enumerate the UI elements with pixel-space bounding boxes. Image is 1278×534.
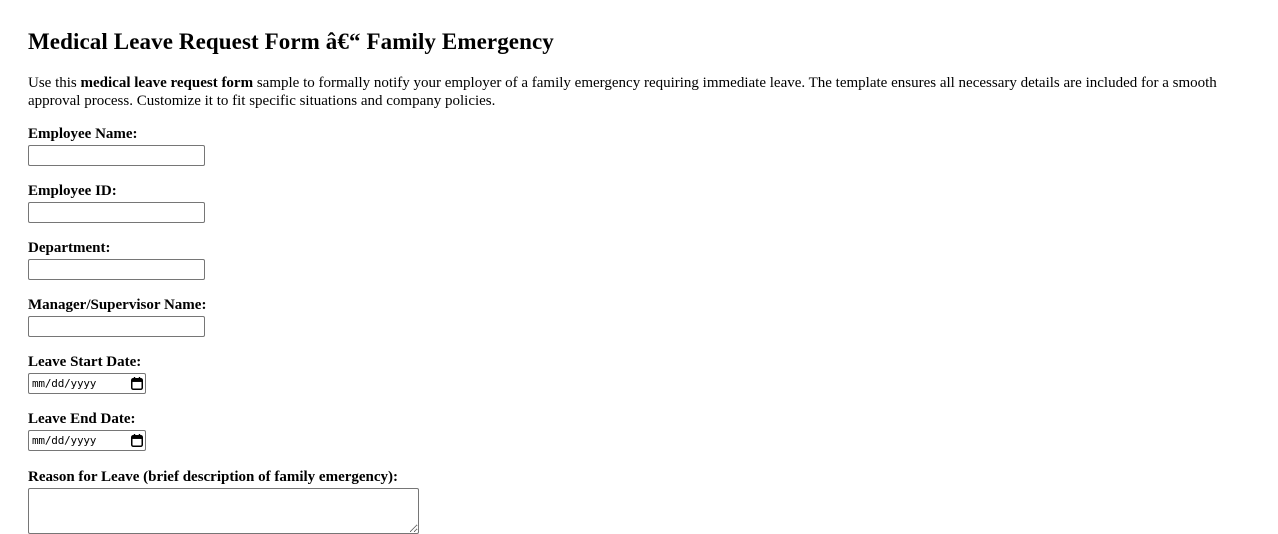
leave-start-field-group	[28, 354, 1250, 394]
leave-start-date-input[interactable]	[28, 373, 146, 394]
reason-textarea[interactable]	[28, 488, 419, 534]
employee-id-label: Employee ID:	[28, 183, 117, 199]
calendar-icon[interactable]	[130, 377, 144, 391]
reason-field-group	[28, 469, 1250, 534]
employee-id-field-group	[28, 183, 1250, 223]
employee-name-input[interactable]	[28, 145, 205, 166]
leave-end-label: Leave End Date:	[28, 411, 136, 427]
leave-end-date-placeholder: mm/dd/yyyy	[32, 434, 97, 447]
leave-end-date-input[interactable]	[28, 430, 146, 451]
manager-name-label: Manager/Supervisor Name:	[28, 297, 207, 313]
intro-suffix: sample to formally notify your employer of a family emergency requiring immediate leave. The template ensures all necessary details are included for a smooth approval process. Customize it to fit specific situations and company policies.	[28, 75, 1217, 109]
intro-prefix: Use this	[28, 75, 81, 91]
leave-start-label: Leave Start Date:	[28, 354, 142, 370]
intro-bold-text: medical leave request form	[80, 75, 254, 91]
reason-label: Reason for Leave (brief description of family emergency):	[28, 469, 399, 485]
calendar-icon[interactable]	[130, 434, 144, 448]
department-input[interactable]	[28, 259, 205, 280]
leave-start-date-placeholder: mm/dd/yyyy	[32, 377, 97, 390]
leave-end-field-group	[28, 411, 1250, 451]
department-label: Department:	[28, 240, 111, 256]
intro-paragraph	[28, 74, 1253, 110]
department-field-group	[28, 240, 1250, 280]
employee-id-input[interactable]	[28, 202, 205, 223]
employee-name-field-group	[28, 126, 1250, 166]
page-title: Medical Leave Request Form â€“ Family Emergency	[28, 29, 554, 54]
employee-name-label: Employee Name:	[28, 126, 138, 142]
manager-name-field-group	[28, 297, 1250, 337]
manager-name-input[interactable]	[28, 316, 205, 337]
